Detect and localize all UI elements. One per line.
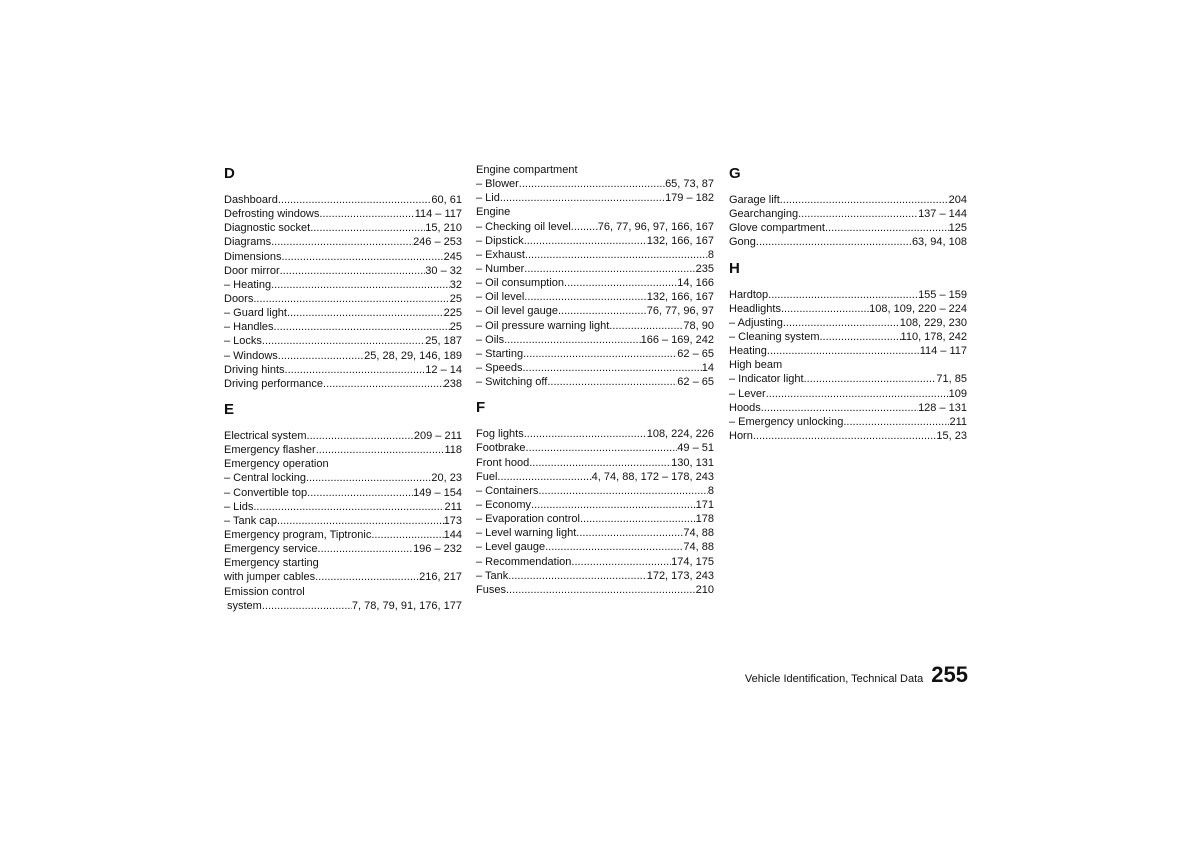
dot-leader <box>804 372 937 386</box>
index-term: Headlights <box>729 302 781 315</box>
index-term: Gong <box>729 236 756 249</box>
index-pages: 60, 61 <box>431 194 462 206</box>
index-pages: 25 <box>449 321 462 334</box>
dot-leader <box>564 276 677 290</box>
index-entry <box>729 387 967 401</box>
index-pages: 8 <box>707 248 714 261</box>
dot-leader <box>316 443 445 457</box>
page-footer <box>600 662 968 688</box>
index-entry <box>729 221 967 235</box>
index-entry <box>224 599 462 613</box>
index-entry <box>476 276 714 290</box>
index-pages: 25, 28, 29, 146, 189 <box>364 349 462 362</box>
dot-leader <box>580 512 696 526</box>
dot-leader <box>843 415 949 429</box>
index-term: Emergency operation <box>224 458 329 471</box>
dot-leader <box>307 429 414 443</box>
dot-leader <box>766 387 949 401</box>
dot-leader <box>524 427 647 441</box>
index-term: Dashboard <box>224 194 278 206</box>
index-term: – Handles <box>224 321 274 334</box>
dot-leader <box>500 191 665 205</box>
dot-leader <box>278 349 364 363</box>
dot-leader <box>307 486 413 500</box>
index-entry <box>224 500 462 514</box>
index-entry <box>224 349 462 363</box>
index-pages: 118 <box>444 444 462 457</box>
dot-leader <box>253 292 449 306</box>
index-term: – Speeds <box>476 361 523 374</box>
index-term: – Oil level gauge <box>476 305 558 318</box>
dot-leader <box>253 500 444 514</box>
index-term: Emergency service <box>224 543 318 556</box>
index-entry <box>476 347 714 361</box>
index-entry <box>476 375 714 389</box>
index-entry <box>224 457 462 471</box>
index-entry <box>224 264 462 278</box>
index-entry <box>476 583 714 597</box>
dot-leader <box>310 221 425 235</box>
index-term: Dimensions <box>224 250 282 263</box>
index-term: Fuses <box>476 583 506 596</box>
index-term: – Lids <box>224 500 254 513</box>
index-entry <box>224 429 462 443</box>
index-pages: 210 <box>695 583 714 596</box>
index-pages: 15, 210 <box>425 222 462 235</box>
dot-leader <box>538 484 708 498</box>
dot-leader <box>825 221 949 235</box>
index-term: Hardtop <box>729 288 769 301</box>
index-term: system <box>227 599 262 612</box>
index-entry <box>224 471 462 485</box>
footer-section-title: Vehicle Identification, Technical Data <box>744 673 924 685</box>
dot-leader <box>315 570 419 584</box>
index-term: – Switching off <box>476 376 548 389</box>
index-pages: 155 – 159 <box>918 288 967 301</box>
index-term: – Lever <box>729 387 766 400</box>
index-term: – Blower <box>476 178 519 191</box>
index-term: – Economy <box>476 498 532 511</box>
index-entry <box>476 234 714 248</box>
index-entry <box>224 250 462 264</box>
index-entry <box>224 334 462 348</box>
dot-leader <box>761 401 918 415</box>
dot-leader <box>531 498 696 512</box>
index-pages: 25 <box>449 292 462 305</box>
section-heading: H <box>729 259 740 277</box>
dot-leader <box>323 377 444 391</box>
dot-leader <box>506 583 696 597</box>
dot-leader <box>820 330 901 344</box>
index-pages: 12 – 14 <box>425 363 462 376</box>
index-term: – Windows <box>224 349 278 362</box>
index-entry <box>224 486 462 500</box>
dot-leader <box>768 288 918 302</box>
dot-leader <box>277 514 444 528</box>
index-term: Doors <box>224 292 254 305</box>
index-pages: 173 <box>443 514 462 527</box>
index-term: – Number <box>476 262 525 275</box>
index-pages: 130, 131 <box>671 456 714 469</box>
index-term: Emission control <box>224 585 305 598</box>
dot-leader <box>497 470 591 484</box>
index-pages: 132, 166, 167 <box>646 291 714 304</box>
index-term: Hoods <box>729 401 761 414</box>
index-entry <box>224 443 462 457</box>
index-term: – Adjusting <box>729 316 783 329</box>
index-term: – Central locking <box>224 472 306 485</box>
index-pages: 211 <box>949 415 967 428</box>
index-pages: 4, 74, 88, 172 – 178, 243 <box>591 470 714 483</box>
index-pages: 179 – 182 <box>665 192 714 205</box>
index-entry <box>729 235 967 249</box>
dot-leader <box>780 193 949 207</box>
index-entry <box>224 363 462 377</box>
index-pages: 30 – 32 <box>425 264 462 277</box>
index-entry <box>224 320 462 334</box>
index-entry <box>729 330 967 344</box>
index-pages: 32 <box>449 278 462 291</box>
dot-leader <box>609 319 683 333</box>
index-term: Driving performance <box>224 377 324 390</box>
section-heading: E <box>224 400 235 418</box>
dot-leader <box>558 304 647 318</box>
dot-leader <box>271 235 413 249</box>
index-pages: 108, 229, 230 <box>899 316 967 329</box>
index-term: – Tank cap <box>224 514 278 527</box>
index-pages: 211 <box>444 500 462 513</box>
dot-leader <box>545 540 683 554</box>
index-entry <box>224 585 462 599</box>
dot-leader <box>798 207 918 221</box>
index-term: – Emergency unlocking <box>729 415 844 428</box>
index-entry <box>476 205 714 219</box>
index-pages: 109 <box>948 387 967 400</box>
index-entry <box>476 333 714 347</box>
dot-leader <box>783 316 900 330</box>
index-term: – Exhaust <box>476 248 525 261</box>
index-term: Engine <box>476 206 511 219</box>
index-term: Fog lights <box>476 428 524 441</box>
dot-leader <box>281 250 443 264</box>
index-pages: 172, 173, 243 <box>646 569 714 582</box>
index-pages: 62 – 65 <box>677 347 714 360</box>
index-pages: 71, 85 <box>936 373 967 386</box>
dot-leader <box>274 320 450 334</box>
dot-leader <box>524 262 695 276</box>
index-entry <box>476 441 714 455</box>
index-pages: 166 – 169, 242 <box>640 333 714 346</box>
index-term: – Oil consumption <box>476 277 565 290</box>
index-entry <box>224 221 462 235</box>
index-pages: 62 – 65 <box>677 376 714 389</box>
index-entry <box>729 288 967 302</box>
index-entry <box>729 207 967 221</box>
index-pages: 108, 109, 220 – 224 <box>869 302 967 315</box>
index-column-1 <box>224 163 462 613</box>
index-entry <box>476 526 714 540</box>
index-entry <box>224 235 462 249</box>
index-entry <box>476 290 714 304</box>
index-pages: 245 <box>443 250 462 263</box>
index-term: Emergency program, Tiptronic <box>224 528 372 541</box>
index-term: – Checking oil level <box>476 220 571 233</box>
dot-leader <box>524 234 647 248</box>
index-pages: 76, 77, 96, 97, 166, 167 <box>597 220 714 233</box>
index-pages: 238 <box>443 377 462 390</box>
dot-leader <box>318 542 414 556</box>
index-term: with jumper cables <box>224 571 316 584</box>
index-entry <box>476 540 714 554</box>
dot-leader <box>529 456 671 470</box>
index-entry <box>224 514 462 528</box>
index-entry <box>224 377 462 391</box>
index-entry <box>224 306 462 320</box>
index-entry <box>476 163 714 177</box>
index-entry <box>476 191 714 205</box>
index-entry <box>224 570 462 584</box>
dot-leader <box>756 235 912 249</box>
dot-leader <box>271 278 450 292</box>
index-term: – Convertible top <box>224 486 308 499</box>
index-entry <box>729 193 967 207</box>
index-term: – Containers <box>476 484 539 497</box>
index-entry <box>224 207 462 221</box>
index-term: Electrical system <box>224 429 307 442</box>
index-entry <box>476 470 714 484</box>
index-column-2 <box>476 163 714 597</box>
dot-leader <box>576 526 683 540</box>
index-entry <box>729 316 967 330</box>
index-entry <box>476 177 714 191</box>
index-pages: 14 <box>701 361 714 374</box>
index-pages: 128 – 131 <box>918 401 967 414</box>
index-entry <box>476 220 714 234</box>
index-column-3 <box>729 163 967 443</box>
index-entry <box>224 292 462 306</box>
dot-leader <box>571 220 598 234</box>
index-term: Fuel <box>476 470 498 483</box>
index-entry <box>476 248 714 262</box>
index-entry <box>729 429 967 443</box>
index-pages: 114 – 117 <box>414 208 462 221</box>
index-entry <box>729 358 967 372</box>
index-term: Heating <box>729 345 767 358</box>
index-entry <box>224 542 462 556</box>
index-term: – Starting <box>476 347 524 360</box>
index-pages: 246 – 253 <box>413 236 462 249</box>
dot-leader <box>524 290 646 304</box>
section-heading: G <box>729 165 741 182</box>
dot-leader <box>525 248 708 262</box>
index-term: Defrosting windows <box>224 208 320 221</box>
index-term: Front hood <box>476 456 530 469</box>
index-pages: 144 <box>443 528 462 541</box>
index-pages: 137 – 144 <box>918 208 967 221</box>
dot-leader <box>523 347 677 361</box>
dot-leader <box>504 333 640 347</box>
dot-leader <box>306 471 431 485</box>
index-term: Gearchanging <box>729 208 799 221</box>
index-term: Garage lift <box>729 194 780 206</box>
dot-leader <box>547 375 677 389</box>
index-pages: 108, 224, 226 <box>646 428 714 441</box>
dot-leader <box>287 306 444 320</box>
index-term: Door mirror <box>224 264 280 277</box>
index-pages: 235 <box>695 262 714 275</box>
index-entry <box>729 372 967 386</box>
index-entry <box>476 569 714 583</box>
index-term: – Tank <box>476 569 509 582</box>
index-term: Diagnostic socket <box>224 222 311 235</box>
index-pages: 20, 23 <box>431 472 462 485</box>
index-pages: 25, 187 <box>425 335 462 348</box>
index-term: Horn <box>729 429 753 442</box>
index-term: High beam <box>729 359 783 372</box>
index-pages: 174, 175 <box>671 555 714 568</box>
index-entry <box>476 498 714 512</box>
index-term: Glove compartment <box>729 222 825 235</box>
index-term: – Guard light <box>224 307 287 320</box>
index-pages: 225 <box>443 307 462 320</box>
index-pages: 204 <box>948 194 967 206</box>
index-term: Diagrams <box>224 236 272 249</box>
index-entry <box>224 528 462 542</box>
index-pages: 14, 166 <box>677 277 714 290</box>
index-term: Footbrake <box>476 442 526 455</box>
page-number: 255 <box>931 662 968 687</box>
index-entry <box>476 427 714 441</box>
index-entry <box>729 415 967 429</box>
dot-leader <box>508 569 646 583</box>
index-pages: 125 <box>948 222 967 235</box>
index-term: – Dipstick <box>476 234 524 247</box>
dot-leader <box>519 177 665 191</box>
index-pages: 74, 88 <box>683 527 714 540</box>
dot-leader <box>522 361 701 375</box>
index-entry <box>476 512 714 526</box>
dot-leader <box>371 528 443 542</box>
index-term: Emergency starting <box>224 557 319 570</box>
index-term: – Evaporation control <box>476 513 580 526</box>
index-term: Driving hints <box>224 363 285 376</box>
index-term: – Cleaning system <box>729 330 820 343</box>
index-entry <box>729 302 967 316</box>
index-pages: 49 – 51 <box>677 442 714 455</box>
index-term: – Oil pressure warning light <box>476 319 610 332</box>
index-pages: 78, 90 <box>683 319 714 332</box>
dot-leader <box>262 334 425 348</box>
index-pages: 7, 78, 79, 91, 176, 177 <box>351 599 462 612</box>
index-pages: 74, 88 <box>683 541 714 554</box>
index-entry <box>224 278 462 292</box>
index-term: – Oils <box>476 333 505 346</box>
dot-leader <box>781 302 869 316</box>
index-pages: 15, 23 <box>936 429 967 442</box>
index-entry <box>476 304 714 318</box>
index-pages: 76, 77, 96, 97 <box>646 305 714 318</box>
section-heading: D <box>224 165 235 182</box>
index-entry <box>476 319 714 333</box>
index-term: – Lid <box>476 192 500 205</box>
dot-leader <box>280 264 426 278</box>
index-pages: 110, 178, 242 <box>900 330 967 343</box>
index-term: Engine compartment <box>476 164 578 176</box>
index-entry <box>224 193 462 207</box>
index-pages: 132, 166, 167 <box>646 234 714 247</box>
index-entry <box>729 401 967 415</box>
index-pages: 196 – 232 <box>413 543 462 556</box>
index-entry <box>476 456 714 470</box>
dot-leader <box>753 429 937 443</box>
index-pages: 114 – 117 <box>919 345 967 358</box>
index-term: – Indicator light <box>729 373 804 386</box>
index-pages: 216, 217 <box>419 571 462 584</box>
dot-leader <box>319 207 414 221</box>
index-term: – Recommendation <box>476 555 572 568</box>
dot-leader <box>285 363 426 377</box>
dot-leader <box>571 555 671 569</box>
index-pages: 63, 94, 108 <box>911 236 967 249</box>
dot-leader <box>278 193 432 207</box>
index-entry <box>224 556 462 570</box>
index-term: – Level gauge <box>476 541 546 554</box>
index-pages: 8 <box>707 484 714 497</box>
dot-leader <box>526 441 678 455</box>
index-term: – Locks <box>224 335 262 348</box>
index-pages: 178 <box>695 513 714 526</box>
index-entry <box>729 344 967 358</box>
index-term: – Oil level <box>476 291 525 304</box>
index-pages: 65, 73, 87 <box>665 178 714 191</box>
index-term: – Level warning light <box>476 527 577 540</box>
index-term: – Heating <box>224 278 272 291</box>
index-pages: 209 – 211 <box>413 429 462 442</box>
index-entry <box>476 555 714 569</box>
index-entry <box>476 484 714 498</box>
index-entry <box>476 262 714 276</box>
index-pages: 171 <box>695 498 714 511</box>
index-pages: 149 – 154 <box>413 486 462 499</box>
dot-leader <box>767 344 920 358</box>
index-entry <box>476 361 714 375</box>
index-term: Emergency flasher <box>224 444 316 457</box>
dot-leader <box>262 599 352 613</box>
section-heading: F <box>476 399 486 417</box>
